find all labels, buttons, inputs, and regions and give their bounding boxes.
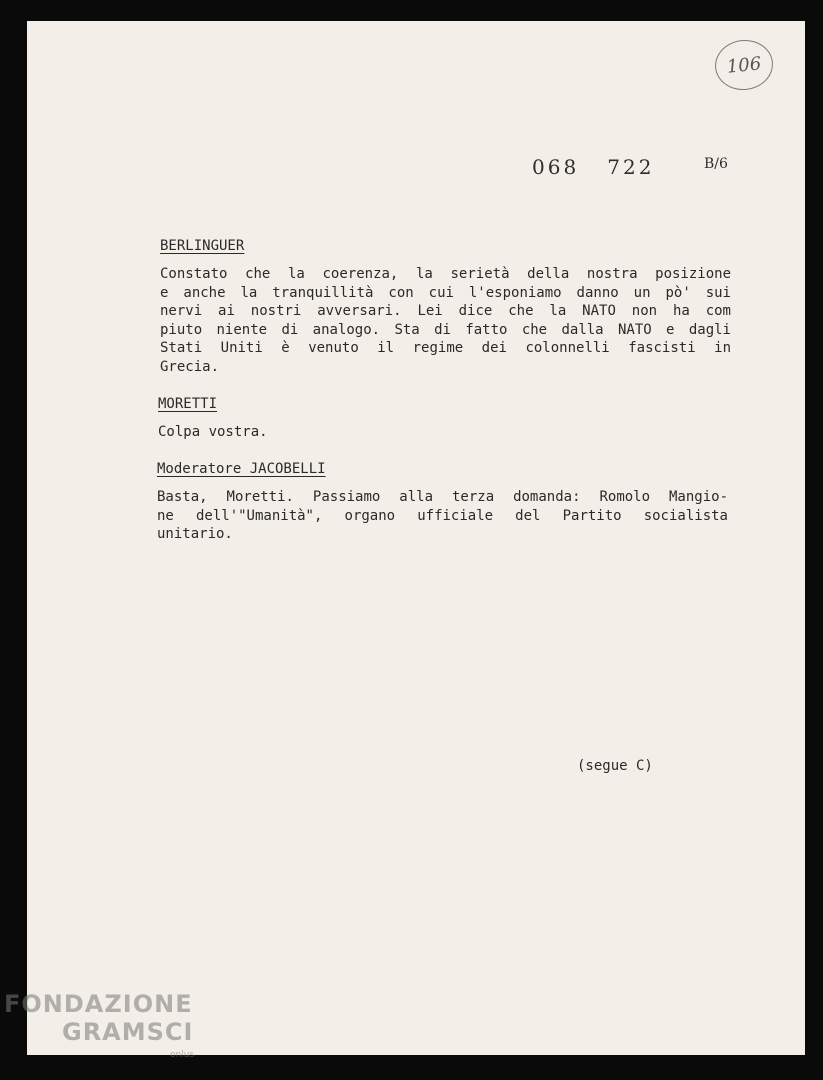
text-line: Colpa vostra. (158, 424, 268, 440)
text-line: piuto niente di analogo. Sta di fatto che dalla NATO e dagli (160, 321, 731, 338)
text-line: Stati Uniti è venuto il regime dei colonnelli fascisti in (160, 340, 731, 357)
speaker-moderatore-jacobelli: Moderatore JACOBELLI (157, 461, 326, 477)
document-reference: B/6 (704, 156, 728, 172)
watermark-line-3: onlus (170, 1050, 195, 1060)
paragraph-berlinguer (160, 265, 731, 377)
speaker-berlinguer: BERLINGUER (160, 238, 245, 254)
watermark-line-2: GRAMSCI (62, 1018, 194, 1046)
text-line: Basta, Moretti. Passiamo alla terza domanda: Romolo Mangio- (157, 489, 728, 505)
text-line: unitario. (157, 526, 233, 543)
fondazione-gramsci-watermark (4, 990, 214, 1080)
text-line: e anche la tranquillità con cui l'esponiamo danno un pò' sui (160, 284, 731, 301)
archive-page-number-text: 106 (725, 52, 763, 78)
speaker-moretti: MORETTI (158, 396, 218, 412)
document-number: 068 722 (532, 155, 655, 179)
paragraph-jacobelli (157, 488, 728, 544)
text-line: Constato che la coerenza, la serietà della nostra posizione (160, 266, 731, 282)
text-line: Grecia. (160, 358, 220, 375)
text-line: ne dell'"Umanità", organo ufficiale del Partito socialista (157, 507, 728, 524)
watermark-line-1: FONDAZIONE (4, 990, 193, 1018)
continuation-note: (segue C) (577, 758, 653, 774)
paragraph-moretti (158, 423, 268, 442)
text-line: nervi ai nostri avversari. Lei dice che la NATO non ha com (160, 303, 731, 320)
